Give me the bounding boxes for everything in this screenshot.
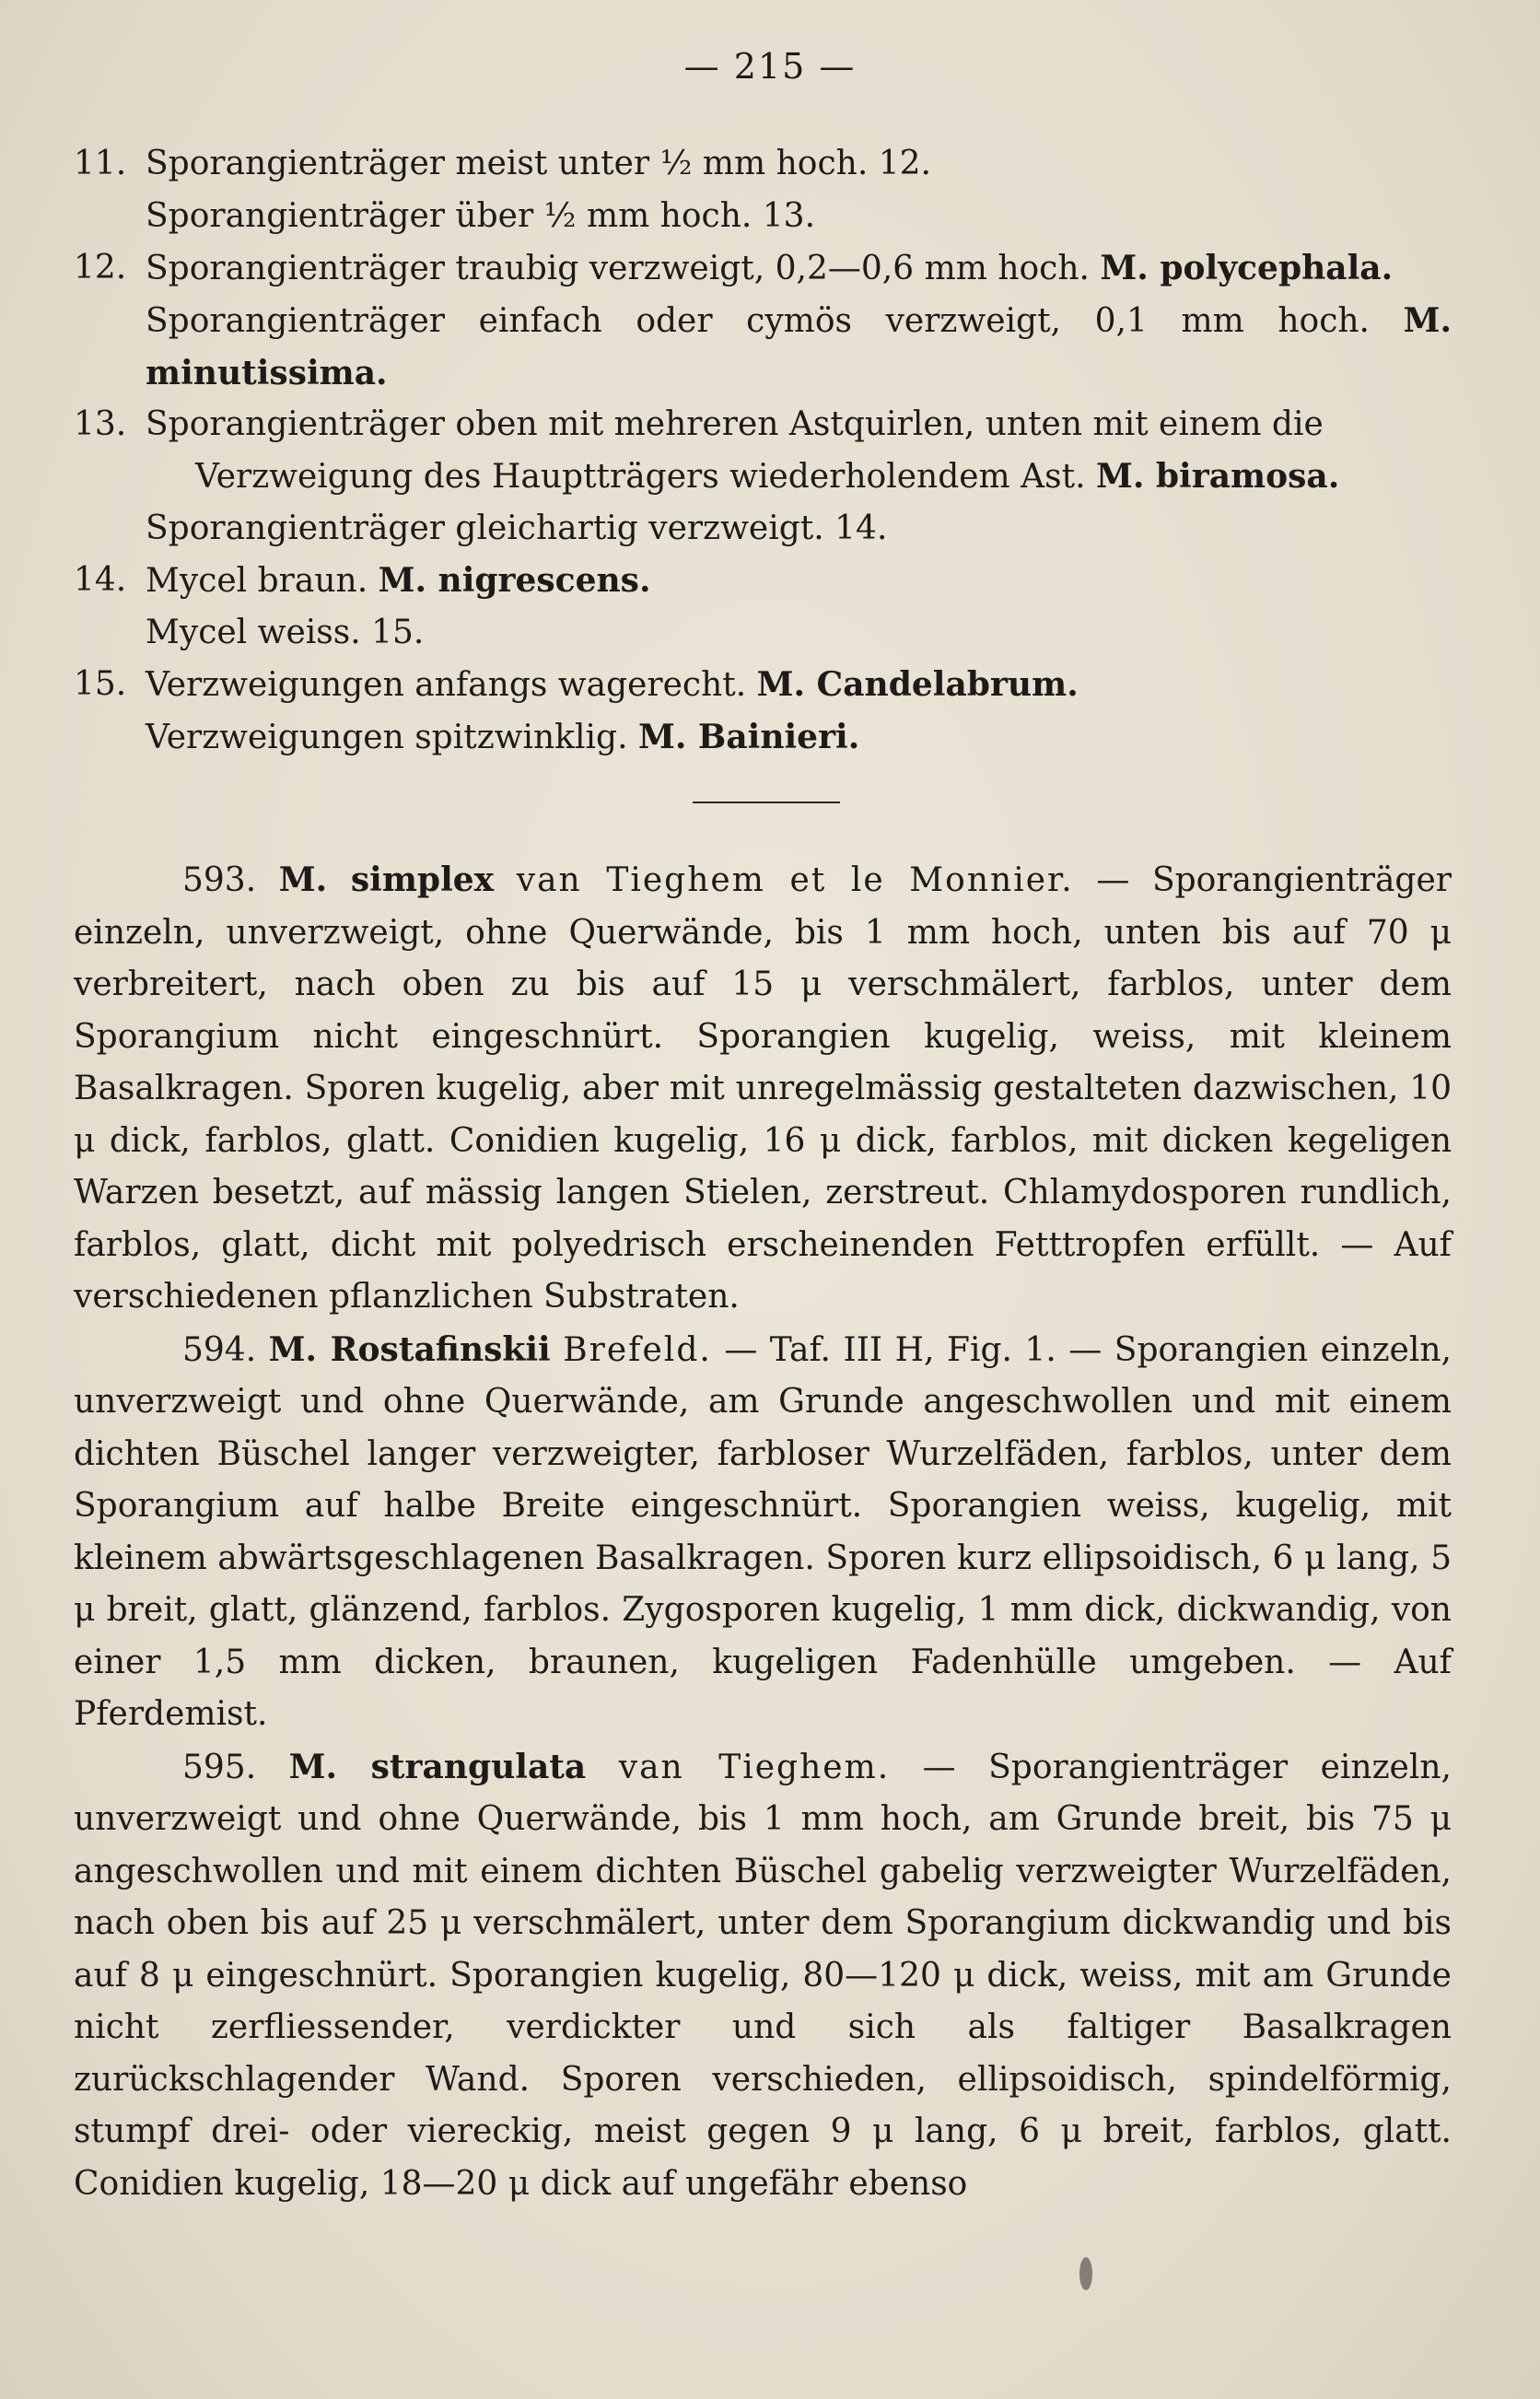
key-line — [74, 138, 1455, 191]
key-text: Mycel braun. — [146, 562, 368, 600]
ink-spot — [1079, 2257, 1092, 2290]
key-alternative: Sporangienträger gleichartig verzweigt. 14. — [146, 509, 888, 547]
key-alternative: Verzweigungen spitzwinklig. — [146, 718, 628, 756]
key-number: 13. — [74, 404, 127, 443]
species-name: M. Candelabrum. — [756, 665, 1079, 704]
species-entry-595 — [74, 1741, 1452, 2211]
key-text: Verzweigung des Hauptträgers wiederholendem Ast. — [195, 458, 1086, 496]
species-name: M. strangulata — [288, 1747, 587, 1786]
key-alternative: Mycel weiss. 15. — [146, 613, 425, 651]
key-alternative: Sporangienträger einfach oder cymös verzweigt, 0,1 mm hoch. — [146, 301, 1370, 340]
key-text: Sporangienträger traubig verzweigt, 0,2—0,6 mm hoch. — [146, 250, 1090, 287]
species-author: van Tieghem. — [618, 1748, 891, 1786]
key-line — [74, 399, 1455, 451]
key-text: Verzweigungen anfangs wagerecht. — [146, 666, 747, 704]
key-number: 14. — [74, 561, 127, 599]
species-name: M. nigrescens. — [378, 561, 651, 600]
species-name: M. minutissima. — [146, 300, 1452, 392]
entry-number: 593. — [182, 861, 257, 899]
key-number: 11. — [74, 145, 127, 182]
entry-description: — Taf. III H, Fig. 1. — Sporangien einzeln, unverzweigt und ohne Querwände, am Grunde angeschwollen und mit einem dichten Büschel langer verzweigter, farbloser Wurzelfäden, farblos, unter dem Sporangium auf halbe Breite eingeschnürt. Sporangien weiss, kugelig, mit kleinem abwärtsgeschlagenen Basalkragen. Sporen kurz ellipsoidisch, 6 μ lang, 5 μ breit, glatt, glänzend, farblos. Zygosporen kugelig, 1 mm dick, dickwandig, von einer 1,5 mm dicken, braunen, kugeligen Fadenhülle umgeben. — Auf Pferdemist. — [74, 1330, 1452, 1733]
page-number: — 215 — — [683, 46, 857, 87]
species-name: M. polycephala. — [1100, 249, 1394, 287]
section-divider — [693, 802, 840, 803]
species-name: M. simplex — [278, 860, 495, 899]
species-entries — [74, 854, 1452, 2210]
species-name: M. Rostafinskii — [268, 1329, 551, 1369]
species-author: Brefeld. — [563, 1330, 712, 1369]
identification-key — [74, 138, 1455, 763]
species-entry-593 — [74, 854, 1452, 1324]
entry-description: — Sporangienträger einzeln, unverzweigt und ohne Querwände, bis 1 mm hoch, am Grunde breit, bis 75 μ angeschwollen und mit einem dichten Büschel gabelig verzweigter Wurzelfäden, nach oben bis auf 25 μ verschmälert, unter dem Sporangium dickwandig und bis auf 8 μ eingeschnürt. Sporangien kugelig, 80—120 μ dick, weiss, mit am Grunde nicht zerfliessender, verdickter und sich als faltiger Basalkragen zurückschlagender Wand. Sporen verschieden, ellipsoidisch, spindelförmig, stumpf drei- oder viereckig, meist gegen 9 μ lang, 6 μ breit, farblos, glatt. Conidien kugelig, 18—20 μ dick auf ungefähr ebenso — [74, 1748, 1452, 2203]
entry-number: 595. — [182, 1748, 257, 1786]
key-line — [74, 555, 1455, 607]
key-line — [74, 191, 1455, 243]
species-name: M. Bainieri. — [637, 717, 860, 756]
species-entry-594 — [74, 1324, 1452, 1741]
key-line — [74, 503, 1455, 556]
key-text: Sporangienträger meist unter ½ mm hoch. 12. — [146, 145, 931, 182]
key-line — [74, 295, 1455, 399]
species-author: van Tieghem et le Monnier. — [516, 861, 1074, 899]
species-name: M. biramosa. — [1095, 457, 1340, 496]
key-line — [74, 242, 1455, 295]
key-line — [74, 607, 1455, 660]
key-number: 15. — [74, 665, 127, 703]
key-line — [74, 659, 1455, 711]
key-number: 12. — [74, 249, 127, 287]
key-text: Sporangienträger oben mit mehreren Astquirlen, unten mit einem die — [146, 404, 1324, 443]
key-alternative: Sporangienträger über ½ mm hoch. 13. — [146, 196, 816, 235]
key-line — [74, 451, 1455, 503]
entry-number: 594. — [182, 1330, 257, 1369]
entry-description: — Sporangienträger einzeln, unverzweigt, ohne Querwände, bis 1 mm hoch, unten bis auf 70 μ verbreitert, nach oben zu bis auf 15 μ verschmälert, farblos, unter dem Sporangium nicht eingeschnürt. Sporangien kugelig, weiss, mit kleinem Basalkragen. Sporen kugelig, aber mit unregelmässig gestalteten dazwischen, 10 μ dick, farblos, glatt. Conidien kugelig, 16 μ dick, farblos, mit dicken kegeligen Warzen besetzt, auf mässig langen Stielen, zerstreut. Chlamydosporen rundlich, farblos, glatt, dicht mit polyedrisch erscheinenden Fetttropfen erfüllt. — Auf verschiedenen pflanzlichen Substraten. — [74, 861, 1452, 1316]
key-line — [74, 711, 1455, 764]
